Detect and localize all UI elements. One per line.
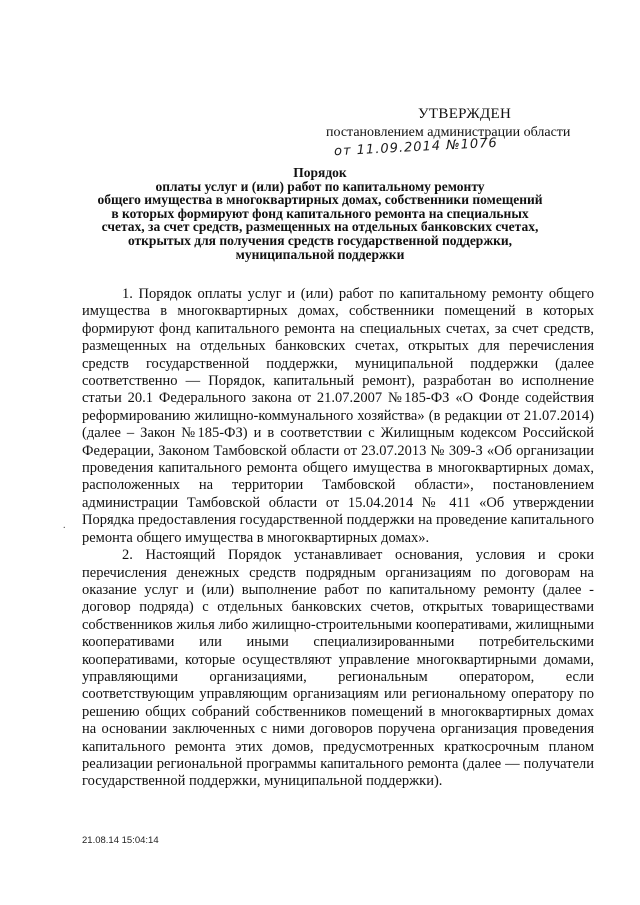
document-title (80, 166, 560, 261)
paragraph-1: 1. Порядок оплаты услуг и (или) работ по капитальному ремонту общего имущества в многоквартирных домах, собственники помещений в которых формируют фонд капитального ремонта на специальных счетах, за счет средств, размещенных на отдельных банковских счетах, открытых для перечисления средств государственной поддержки, муниципальной поддержки (далее соответственно — Порядок, капитальный ремонт), разработан во исполнение статьи 20.1 Федерального закона от 21.07.2007 №185-ФЗ «О Фонде содействия реформированию жилищно-коммунального хозяйства» (в редакции от 21.07.2014) (далее – Закон №185-ФЗ) и в соответствии с Жилищным кодексом Российской Федерации, Законом Тамбовской области от 23.07.2013 № 309-З «Об организации проведения капитального ремонта общего имущества в многоквартирных домах, расположенных на территории Тамбовской области», постановлением администрации Тамбовской области от 15.04.2014 № 411 «Об утверждении Порядка предоставления государственной поддержки на проведение капитального ремонта общего имущества в многоквартирных домах». (82, 286, 594, 546)
title-line: общего имущества в многоквартирных домах, собственники помещений (97, 192, 543, 208)
approval-authority: постановлением администрации области (326, 125, 571, 140)
title-line: в которых формируют фонд капитального ремонта на специальных (111, 205, 529, 221)
title-line: счетах, за счет средств, размещенных на отдельных банковских счетах, (101, 219, 539, 235)
margin-mark: . (63, 520, 66, 531)
title-line: муниципальной поддержки (235, 246, 405, 262)
title-line: оплаты услуг и (или) работ по капитальному ремонту (155, 178, 485, 194)
title-line: открытых для получения средств государственной поддержки, (127, 232, 513, 248)
document-body (82, 286, 594, 791)
print-timestamp: 21.08.14 15:04:14 (82, 835, 159, 846)
handwritten-reference: от 11.09.2014 №1076 (333, 135, 499, 160)
paragraph-2: 2. Настоящий Порядок устанавливает основания, условия и сроки перечисления денежных средств подрядным организациям по договорам на оказание услуг и (или) выполнение работ по капитальному ремонту (далее - договор подряда) с отдельных банковских счетов, открытых товариществами собственников жилья либо жилищно-строительными кооперативами, жилищными кооперативами или иными специализированными потребительскими кооперативами, которые осуществляют управление многоквартирными домами, управляющими организациями, региональным оператором, если соответствующим управляющим организациям или региональному оператору по решению общих собраний собственников помещений в многоквартирных домах на основании заключенных с ними договоров поручена организация проведения капитального ремонта этих домов, предусмотренных краткосрочным планом реализации региональной программы капитального ремонта (далее — получатели государственной поддержки, муниципальной поддержки). (82, 547, 594, 790)
approval-heading: УТВЕРЖДЕН (418, 106, 512, 122)
title-line: Порядок (293, 165, 347, 180)
